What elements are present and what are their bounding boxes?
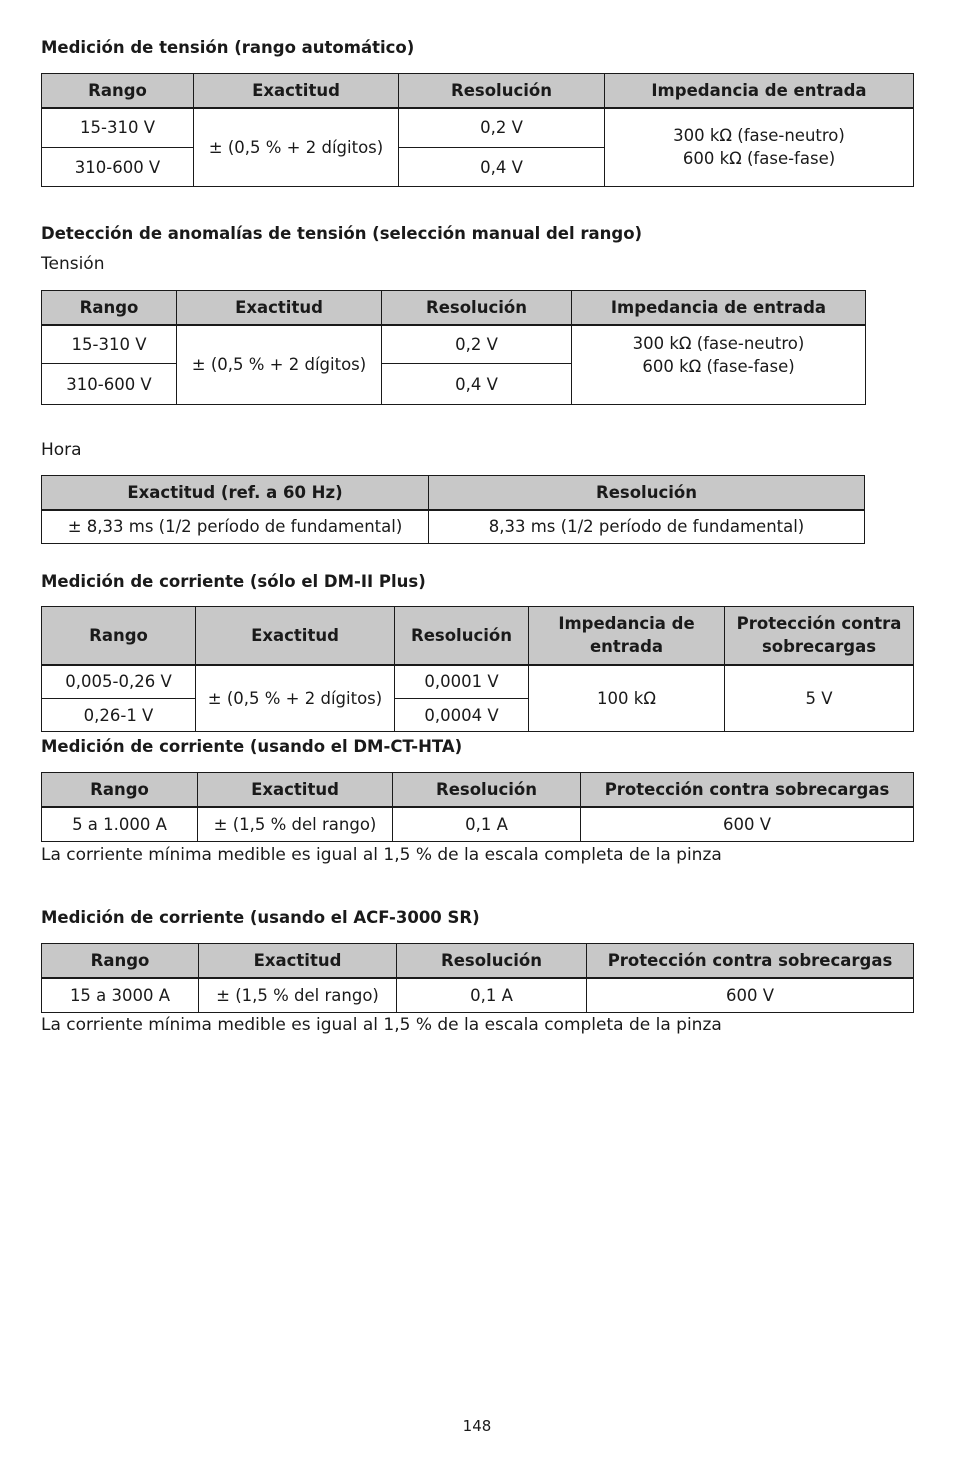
cell-accuracy: ± (0,5 % + 2 dígitos) [196, 665, 395, 732]
header-range: Rango [42, 944, 199, 978]
cell-range: 15-310 V [42, 108, 194, 148]
cell-resolution: 0,0001 V [395, 665, 529, 699]
cell-impedance [572, 325, 866, 405]
voltage-measurement-table-wrap [41, 73, 914, 187]
cell-range: 0,005-0,26 V [42, 665, 196, 699]
current-dm-ii-plus-table [41, 606, 914, 732]
header-accuracy: Exactitud [196, 607, 395, 665]
cell-resolution: 0,1 A [393, 807, 581, 842]
section-heading-current-acf-3000-sr: Medición de corriente (usando el ACF-3000 SR) [41, 908, 480, 927]
time-table [41, 475, 865, 544]
section-heading-current-dm-ii-plus: Medición de corriente (sólo el DM-II Plus) [41, 572, 426, 591]
note-minimum-current: La corriente mínima medible es igual al 1,5 % de la escala completa de la pinza [41, 845, 722, 865]
cell-resolution: 8,33 ms (1/2 período de fundamental) [429, 510, 865, 544]
cell-overload-protection: 5 V [725, 665, 914, 732]
cell-resolution: 0,2 V [399, 108, 605, 148]
current-acf-3000-sr-table-wrap [41, 943, 914, 1013]
subheading-voltage: Tensión [41, 254, 105, 274]
current-dm-ct-hta-table-wrap [41, 772, 914, 842]
current-dm-ii-plus-table-wrap [41, 606, 914, 732]
section-heading-current-dm-ct-hta: Medición de corriente (usando el DM-CT-HTA) [41, 737, 463, 756]
voltage-measurement-table [41, 73, 914, 187]
cell-accuracy: ± (0,5 % + 2 dígitos) [177, 325, 382, 405]
header-resolution: Resolución [382, 291, 572, 325]
cell-accuracy: ± (1,5 % del rango) [198, 807, 393, 842]
cell-resolution: 0,4 V [399, 148, 605, 187]
header-accuracy: Exactitud [199, 944, 397, 978]
header-resolution: Resolución [399, 74, 605, 108]
header-accuracy: Exactitud [194, 74, 399, 108]
cell-impedance [605, 108, 914, 187]
page-number: 148 [462, 1417, 492, 1435]
voltage-anomaly-table [41, 290, 866, 405]
time-table-wrap [41, 475, 865, 544]
header-resolution: Resolución [393, 773, 581, 807]
impedance-line: 600 kΩ (fase-fase) [642, 356, 795, 376]
header-accuracy: Exactitud [198, 773, 393, 807]
cell-range: 15 a 3000 A [42, 978, 199, 1013]
cell-resolution: 0,1 A [397, 978, 587, 1013]
header-overload-protection: Protección contra sobrecargas [725, 607, 914, 665]
cell-overload-protection: 600 V [581, 807, 914, 842]
cell-accuracy: ± 8,33 ms (1/2 período de fundamental) [42, 510, 429, 544]
header-impedance: Impedancia de entrada [529, 607, 725, 665]
header-accuracy: Exactitud (ref. a 60 Hz) [42, 476, 429, 510]
header-overload-protection: Protección contra sobrecargas [587, 944, 914, 978]
cell-range: 310-600 V [42, 148, 194, 187]
header-resolution: Resolución [429, 476, 865, 510]
cell-range: 15-310 V [42, 325, 177, 364]
cell-accuracy: ± (0,5 % + 2 dígitos) [194, 108, 399, 187]
cell-range: 5 a 1.000 A [42, 807, 198, 842]
current-dm-ct-hta-table [41, 772, 914, 842]
impedance-line: 300 kΩ (fase-neutro) [673, 126, 845, 146]
current-acf-3000-sr-table [41, 943, 914, 1013]
header-resolution: Resolución [395, 607, 529, 665]
cell-overload-protection: 600 V [587, 978, 914, 1013]
header-resolution: Resolución [397, 944, 587, 978]
header-impedance: Impedancia de entrada [572, 291, 866, 325]
impedance-line: 600 kΩ (fase-fase) [682, 149, 836, 169]
header-range: Rango [42, 607, 196, 665]
note-minimum-current: La corriente mínima medible es igual al 1,5 % de la escala completa de la pinza [41, 1015, 722, 1035]
cell-resolution: 0,4 V [382, 364, 572, 405]
cell-accuracy: ± (1,5 % del rango) [199, 978, 397, 1013]
header-overload-protection: Protección contra sobrecargas [581, 773, 914, 807]
cell-impedance: 100 kΩ [529, 665, 725, 732]
cell-resolution: 0,2 V [382, 325, 572, 364]
section-heading-voltage-measurement: Medición de tensión (rango automático) [41, 38, 415, 57]
impedance-line: 300 kΩ (fase-neutro) [632, 333, 805, 353]
header-range: Rango [42, 74, 194, 108]
cell-range: 0,26-1 V [42, 699, 196, 732]
header-range: Rango [42, 773, 198, 807]
cell-range: 310-600 V [42, 364, 177, 405]
header-impedance: Impedancia de entrada [605, 74, 914, 108]
section-heading-voltage-anomaly: Detección de anomalías de tensión (selección manual del rango) [41, 224, 643, 243]
cell-resolution: 0,0004 V [395, 699, 529, 732]
subheading-time: Hora [41, 440, 82, 460]
voltage-anomaly-table-wrap [41, 290, 866, 405]
header-range: Rango [42, 291, 177, 325]
header-accuracy: Exactitud [177, 291, 382, 325]
